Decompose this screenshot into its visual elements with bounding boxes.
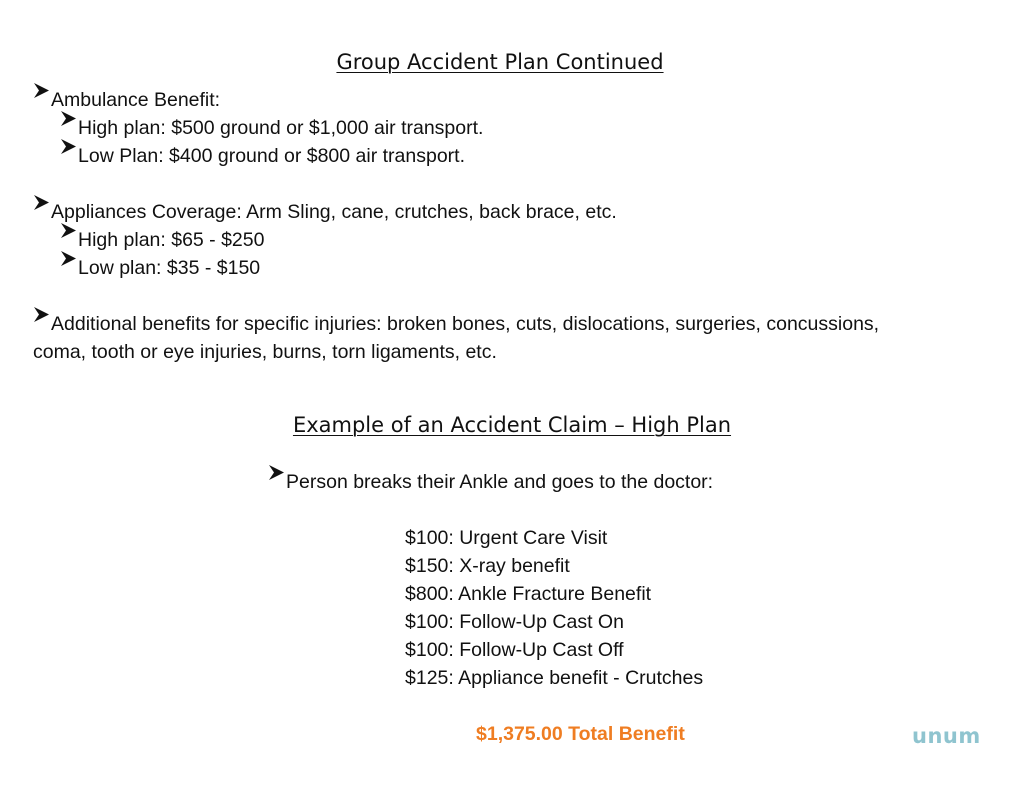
arrow-bullet-icon xyxy=(60,250,77,267)
appliances-low-text: Low plan: $35 - $150 xyxy=(78,257,261,279)
claim-line: $125: Appliance benefit - Crutches xyxy=(405,667,704,689)
appliances-high-text: High plan: $65 - $250 xyxy=(78,229,265,251)
arrow-bullet-icon xyxy=(60,138,77,155)
unum-logo: unum xyxy=(912,724,981,748)
sub-bullet-ambulance-high xyxy=(60,114,483,142)
arrow-bullet-icon xyxy=(60,222,77,239)
claim-line: $150: X-ray benefit xyxy=(405,555,570,577)
ambulance-high-text: High plan: $500 ground or $1,000 air transport. xyxy=(78,117,484,139)
additional-text: Additional benefits for specific injuries: broken bones, cuts, dislocations, surgeries, concussions, coma, tooth or eye injuries, burns, torn ligaments, etc. xyxy=(33,313,880,363)
bullet-example-intro xyxy=(268,468,713,496)
arrow-bullet-icon xyxy=(33,194,50,211)
example-title: Example of an Accident Claim – High Plan xyxy=(292,413,732,437)
page-title: Group Accident Plan Continued xyxy=(336,50,664,74)
claim-line: $800: Ankle Fracture Benefit xyxy=(405,583,652,605)
claim-line: $100: Follow-Up Cast On xyxy=(405,611,624,633)
arrow-bullet-icon xyxy=(33,82,50,99)
ambulance-low-text: Low Plan: $400 ground or $800 air transport. xyxy=(78,145,466,167)
sub-bullet-appliances-low xyxy=(60,254,260,282)
bullet-additional xyxy=(33,310,893,366)
bullet-appliances xyxy=(33,198,617,226)
claim-line: $100: Follow-Up Cast Off xyxy=(405,639,624,661)
arrow-bullet-icon xyxy=(60,110,77,127)
arrow-bullet-icon xyxy=(268,464,285,481)
claim-line: $100: Urgent Care Visit xyxy=(405,527,608,549)
sub-bullet-ambulance-low xyxy=(60,142,465,170)
appliances-heading: Appliances Coverage: Arm Sling, cane, crutches, back brace, etc. xyxy=(51,201,617,223)
example-intro-text: Person breaks their Ankle and goes to the doctor: xyxy=(286,471,714,493)
sub-bullet-appliances-high xyxy=(60,226,264,254)
ambulance-heading: Ambulance Benefit: xyxy=(51,89,221,111)
total-benefit: $1,375.00 Total Benefit xyxy=(476,723,685,745)
arrow-bullet-icon xyxy=(33,306,50,323)
